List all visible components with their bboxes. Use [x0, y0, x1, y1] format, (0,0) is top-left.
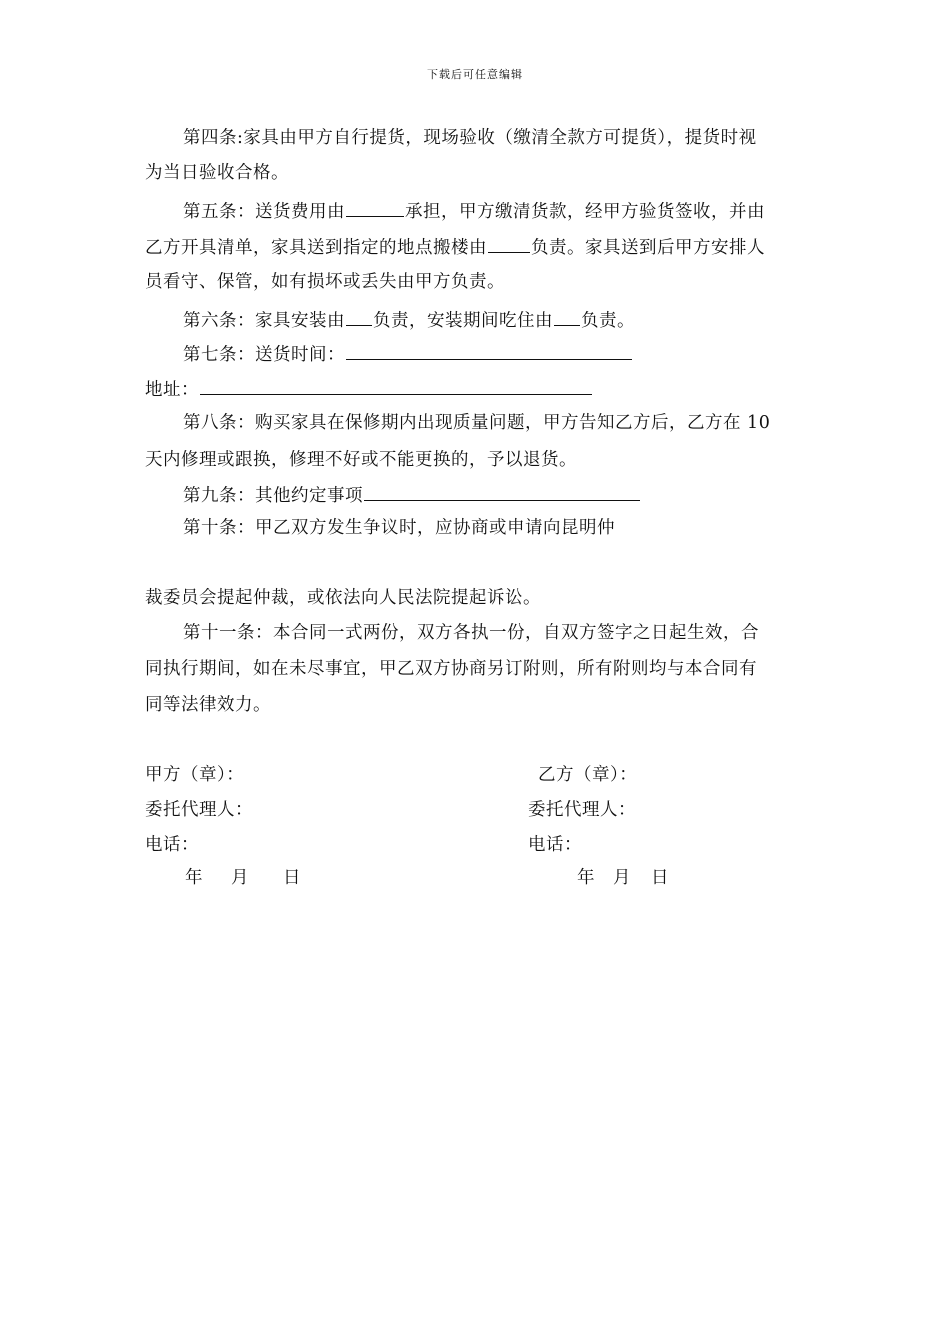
party-a-agent-label: 委托代理人：	[145, 800, 253, 820]
clause-7	[183, 343, 633, 365]
clause-4-line-2: 为当日验收合格。	[145, 163, 289, 183]
accommodation-blank[interactable]	[554, 309, 580, 326]
other-terms-blank[interactable]	[364, 484, 640, 501]
clause-8-line-1: 第八条：购买家具在保修期内出现质量问题，甲方告知乙方后，乙方在 10	[183, 413, 771, 433]
delivery-time-blank[interactable]	[346, 343, 632, 360]
clause-7-text: 第七条：送货时间：	[183, 345, 345, 365]
clause-10-line-1: 第十条：甲乙双方发生争议时，应协商或申请向昆明仲	[183, 518, 615, 538]
party-b-stamp-label: 乙方（章）：	[538, 765, 638, 785]
clause-4-line-1: 第四条:家具由甲方自行提货，现场验收（缴清全款方可提货），提货时视	[183, 128, 757, 148]
clause-8-line-2: 天内修理或跟换，修理不好或不能更换的，予以退货。	[145, 450, 577, 470]
party-a-month: 月	[231, 868, 249, 888]
party-b-day: 日	[651, 868, 669, 888]
clause-5-text-a: 第五条：送货费用由	[183, 202, 345, 222]
party-b-month: 月	[613, 868, 631, 888]
clause-10-line-2: 裁委员会提起仲裁，或依法向人民法院提起诉讼。	[145, 588, 541, 608]
party-a-stamp-label: 甲方（章）：	[145, 765, 245, 785]
address-label: 地址：	[145, 380, 199, 400]
address-line	[145, 378, 593, 400]
clause-5-line-2-text-a: 乙方开具清单，家具送到指定的地点搬楼由	[145, 238, 487, 258]
delivery-fee-blank[interactable]	[346, 200, 404, 217]
address-blank[interactable]	[200, 378, 592, 395]
clause-6-text-c: 负责。	[581, 311, 635, 331]
party-b-year: 年	[577, 868, 595, 888]
clause-6-text-a: 第六条：家具安装由	[183, 311, 345, 331]
party-a-year: 年	[185, 868, 203, 888]
party-a-date	[185, 868, 301, 888]
party-a-day: 日	[283, 868, 301, 888]
party-b-date	[577, 868, 669, 888]
clause-5-text-b: 承担，甲方缴清货款，经甲方验货签收，并由	[405, 202, 765, 222]
installation-blank[interactable]	[346, 309, 372, 326]
clause-5-line-1	[183, 200, 765, 222]
party-b-agent-label: 委托代理人：	[528, 800, 636, 820]
clause-5-line-2	[145, 236, 765, 258]
page-header-note: 下载后可任意编辑	[427, 68, 523, 81]
clause-11-line-2: 同执行期间，如在未尽事宜，甲乙双方协商另订附则，所有附则均与本合同有	[145, 659, 757, 679]
party-a-phone-label: 电话：	[145, 835, 199, 855]
clause-11-line-3: 同等法律效力。	[145, 695, 271, 715]
clause-6-text-b: 负责，安装期间吃住由	[373, 311, 553, 331]
carry-upstairs-blank[interactable]	[488, 236, 530, 253]
clause-5-line-3: 员看守、保管，如有损坏或丢失由甲方负责。	[145, 272, 505, 292]
clause-11-line-1: 第十一条：本合同一式两份，双方各执一份，自双方签字之日起生效，合	[183, 623, 759, 643]
party-b-phone-label: 电话：	[528, 835, 582, 855]
clause-9-text: 第九条：其他约定事项	[183, 486, 363, 506]
clause-5-line-2-text-b: 负责。家具送到后甲方安排人	[531, 238, 765, 258]
clause-9	[183, 484, 641, 506]
clause-6	[183, 309, 635, 331]
